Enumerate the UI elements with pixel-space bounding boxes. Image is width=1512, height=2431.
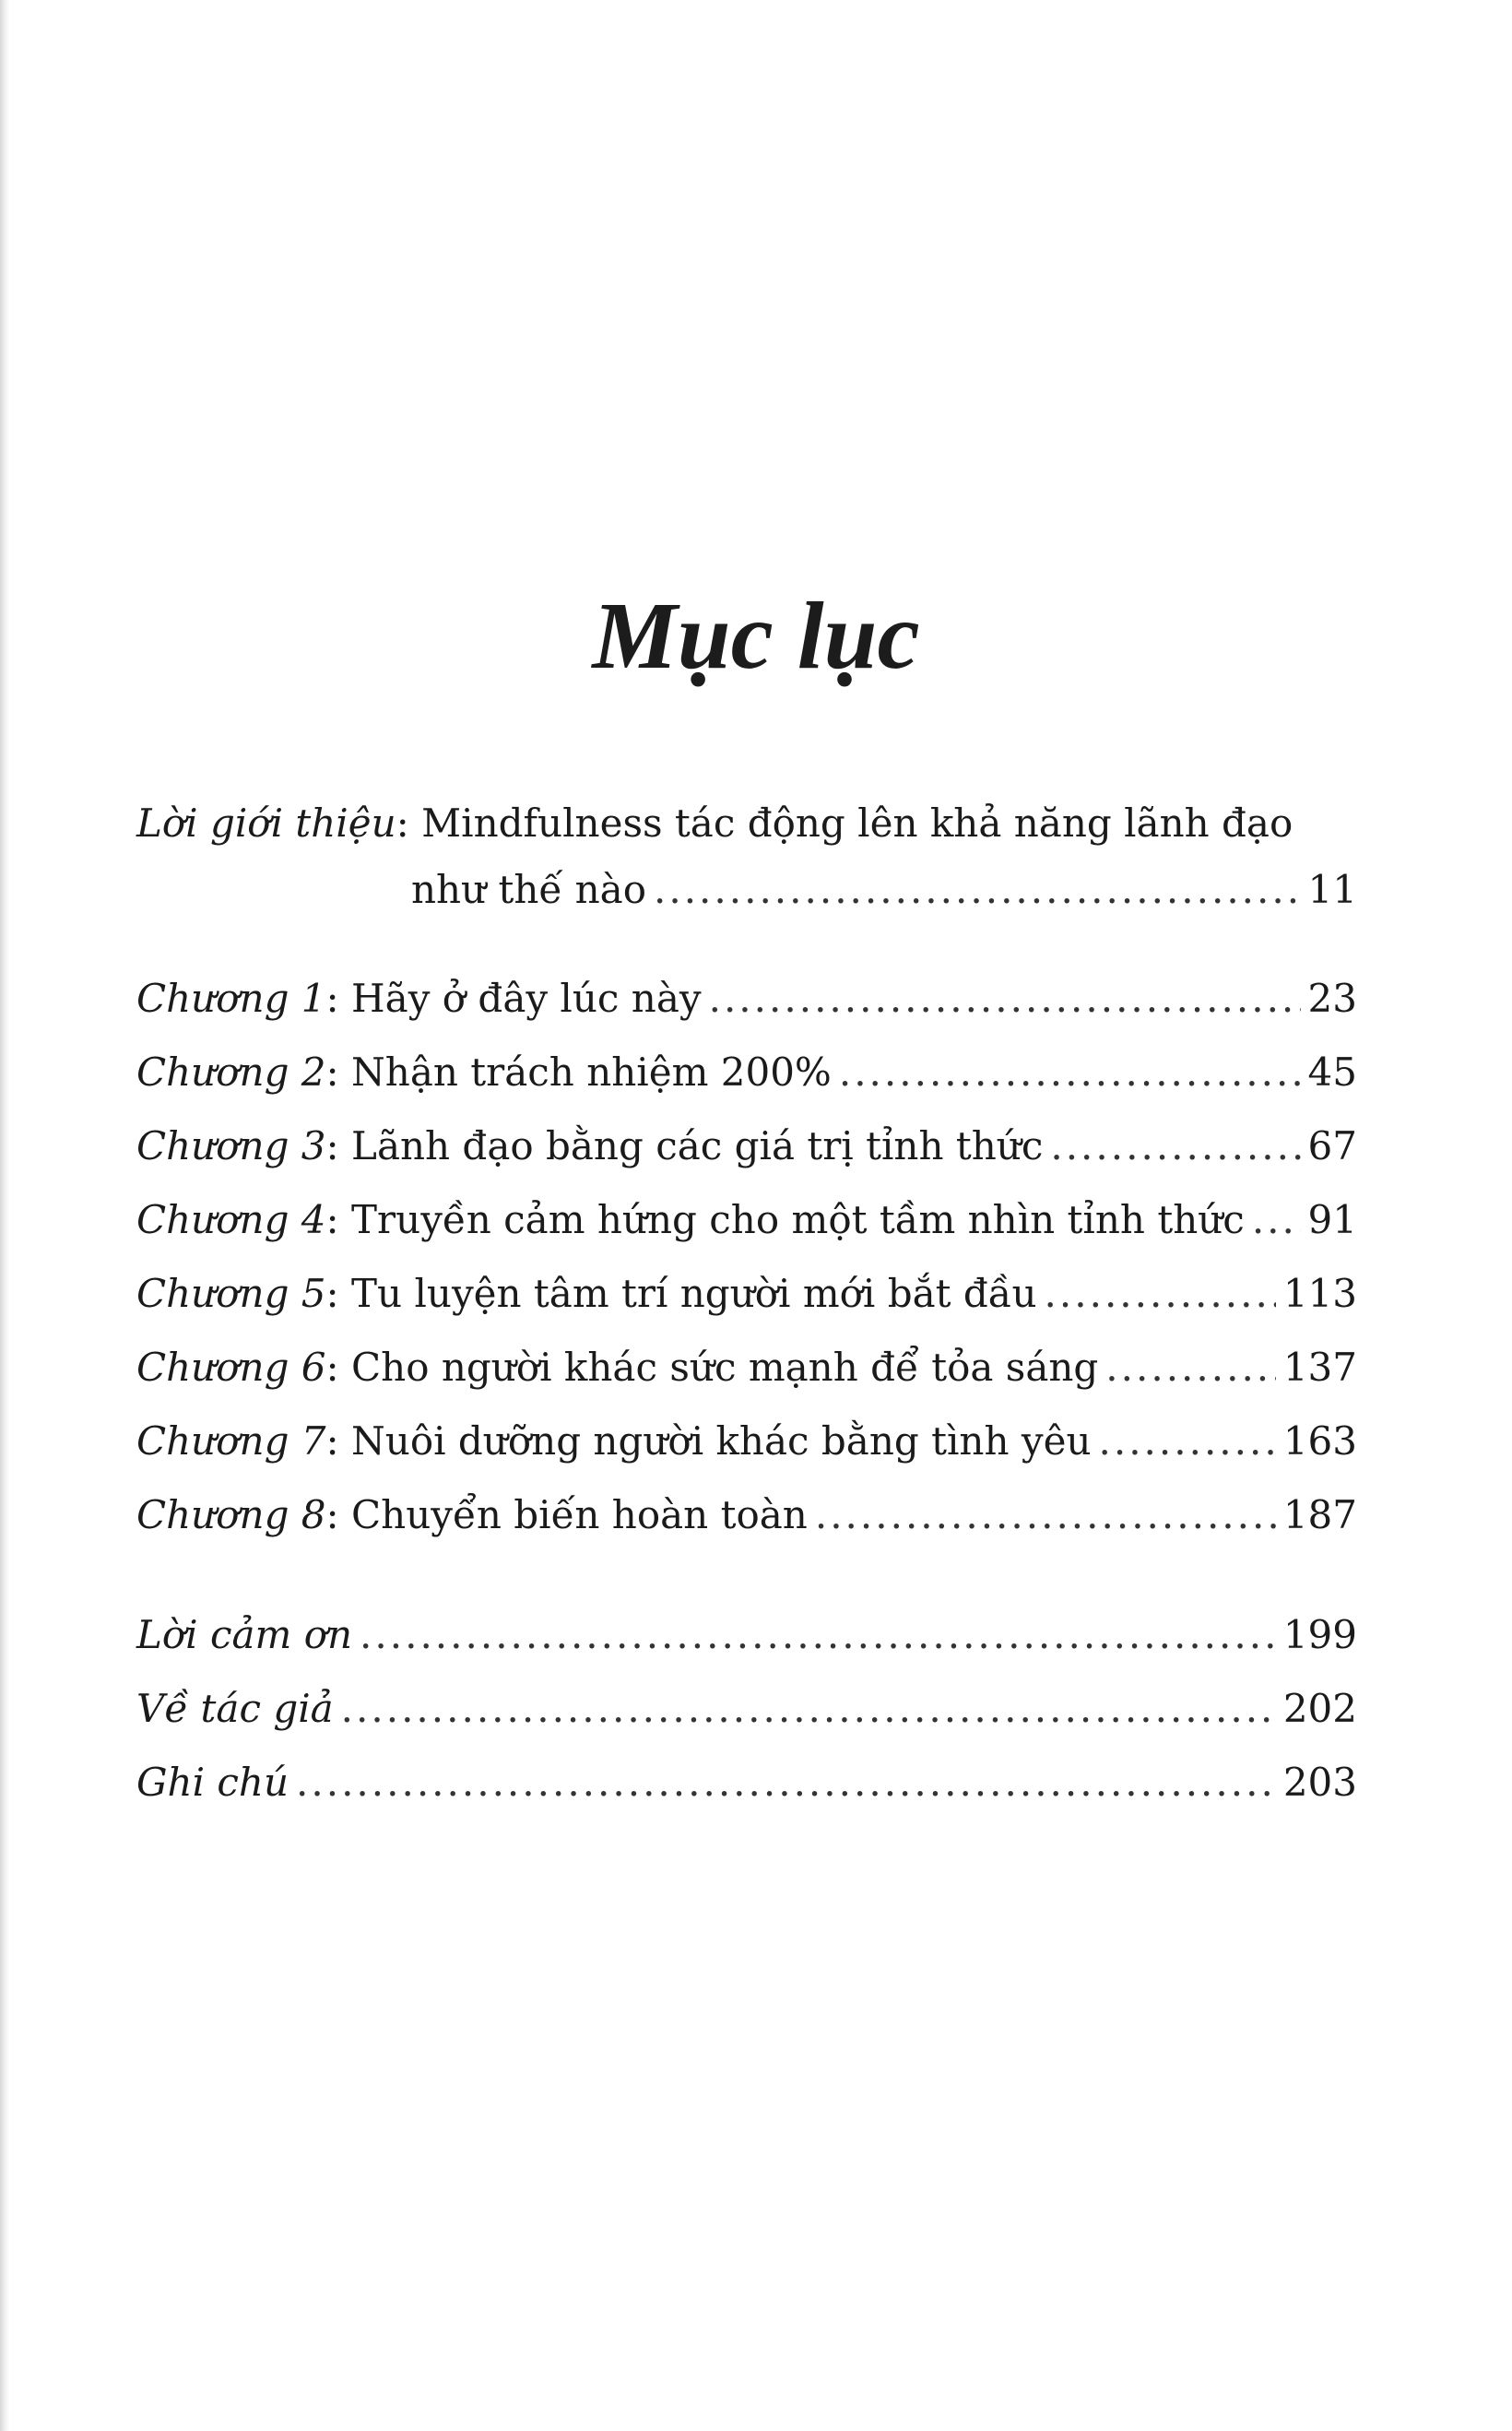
- toc-chapter-title: Nhận trách nhiệm 200%: [351, 1049, 832, 1095]
- toc-acknowledgements[interactable]: [136, 1612, 1357, 1667]
- dot-leader: [341, 1686, 1276, 1731]
- toc-separator: :: [325, 1049, 352, 1095]
- toc-chapter-title: Cho người khác sức mạnh để tỏa sáng: [351, 1345, 1099, 1390]
- toc-page-number: 199: [1282, 1612, 1357, 1657]
- toc-page-number: 11: [1307, 867, 1357, 912]
- toc-chapter-title: Lãnh đạo bằng các giá trị tỉnh thức: [351, 1123, 1044, 1168]
- toc-chapter-1[interactable]: [136, 976, 1357, 1031]
- toc-chapter-3[interactable]: [136, 1123, 1357, 1179]
- toc-page-number: 23: [1307, 976, 1357, 1021]
- toc-intro-label: Lời giới thiệu: [136, 800, 396, 846]
- toc-intro-title-line2: như thế nào: [411, 867, 646, 912]
- toc-chapter-4[interactable]: [136, 1197, 1357, 1252]
- toc-separator: :: [325, 1197, 352, 1242]
- dot-leader: [1252, 1197, 1301, 1242]
- toc-chapter-label: Chương 5: [136, 1271, 326, 1316]
- toc-page-number: 113: [1282, 1271, 1357, 1316]
- toc-chapter-title: Nuôi dưỡng người khác bằng tình yêu: [351, 1418, 1092, 1464]
- toc-separator: :: [325, 1418, 352, 1464]
- dot-leader: [654, 867, 1301, 912]
- toc-notes[interactable]: [136, 1760, 1357, 1815]
- toc-chapter-title: Truyền cảm hứng cho một tầm nhìn tỉnh thức: [351, 1197, 1245, 1242]
- toc-chapter-title: Hãy ở đây lúc này: [351, 976, 702, 1021]
- toc-page-number: 45: [1307, 1049, 1357, 1095]
- toc-chapter-title: Tu luyện tâm trí người mới bắt đầu: [351, 1271, 1037, 1316]
- dot-leader: [1050, 1123, 1300, 1168]
- toc-chapter-7[interactable]: [136, 1418, 1357, 1474]
- toc-page-number: 163: [1282, 1418, 1357, 1464]
- toc-chapter-title: Chuyển biến hoàn toàn: [351, 1492, 808, 1537]
- toc-chapter-label: Chương 8: [136, 1492, 326, 1537]
- toc-backmatter-label: Ghi chú: [136, 1760, 289, 1805]
- toc-page-number: 91: [1307, 1197, 1357, 1242]
- dot-leader: [360, 1612, 1276, 1657]
- toc-page-number: 202: [1282, 1686, 1357, 1731]
- toc-chapter-label: Chương 3: [136, 1123, 326, 1168]
- toc-chapter-label: Chương 1: [136, 976, 326, 1021]
- toc-intro-first-line: [136, 800, 1293, 846]
- toc-separator: :: [325, 1271, 352, 1316]
- dot-leader: [709, 976, 1301, 1021]
- toc-chapter-label: Chương 7: [136, 1418, 326, 1464]
- toc-separator: :: [396, 800, 422, 846]
- toc-separator: :: [325, 1345, 352, 1390]
- toc-about-author[interactable]: [136, 1686, 1357, 1741]
- toc-page-number: 203: [1282, 1760, 1357, 1805]
- toc-separator: :: [325, 1123, 352, 1168]
- page-edge-shadow: [0, 0, 9, 2431]
- dot-leader: [1105, 1345, 1276, 1390]
- dot-leader: [1099, 1418, 1276, 1464]
- page-title: Mục lục: [592, 582, 920, 689]
- dot-leader: [296, 1760, 1276, 1805]
- toc-chapter-label: Chương 6: [136, 1345, 326, 1390]
- dot-leader: [815, 1492, 1276, 1537]
- dot-leader: [1045, 1271, 1276, 1316]
- toc-backmatter-label: Về tác giả: [136, 1686, 334, 1731]
- dot-leader: [839, 1049, 1301, 1095]
- toc-separator: :: [325, 976, 352, 1021]
- toc-chapter-label: Chương 4: [136, 1197, 326, 1242]
- toc-chapter-5[interactable]: [136, 1271, 1357, 1326]
- toc-separator: :: [325, 1492, 352, 1537]
- toc-chapter-6[interactable]: [136, 1345, 1357, 1400]
- toc-page-number: 137: [1282, 1345, 1357, 1390]
- toc-chapter-2[interactable]: [136, 1049, 1357, 1105]
- toc-intro-title-line1: Mindfulness tác động lên khả năng lãnh đạo: [421, 800, 1293, 846]
- toc-chapter-label: Chương 2: [136, 1049, 326, 1095]
- toc-chapter-8[interactable]: [136, 1492, 1357, 1548]
- toc-backmatter-label: Lời cảm ơn: [136, 1612, 353, 1657]
- toc-page-number: 67: [1307, 1123, 1357, 1168]
- toc-intro-entry[interactable]: [411, 867, 1357, 922]
- toc-page-number: 187: [1282, 1492, 1357, 1537]
